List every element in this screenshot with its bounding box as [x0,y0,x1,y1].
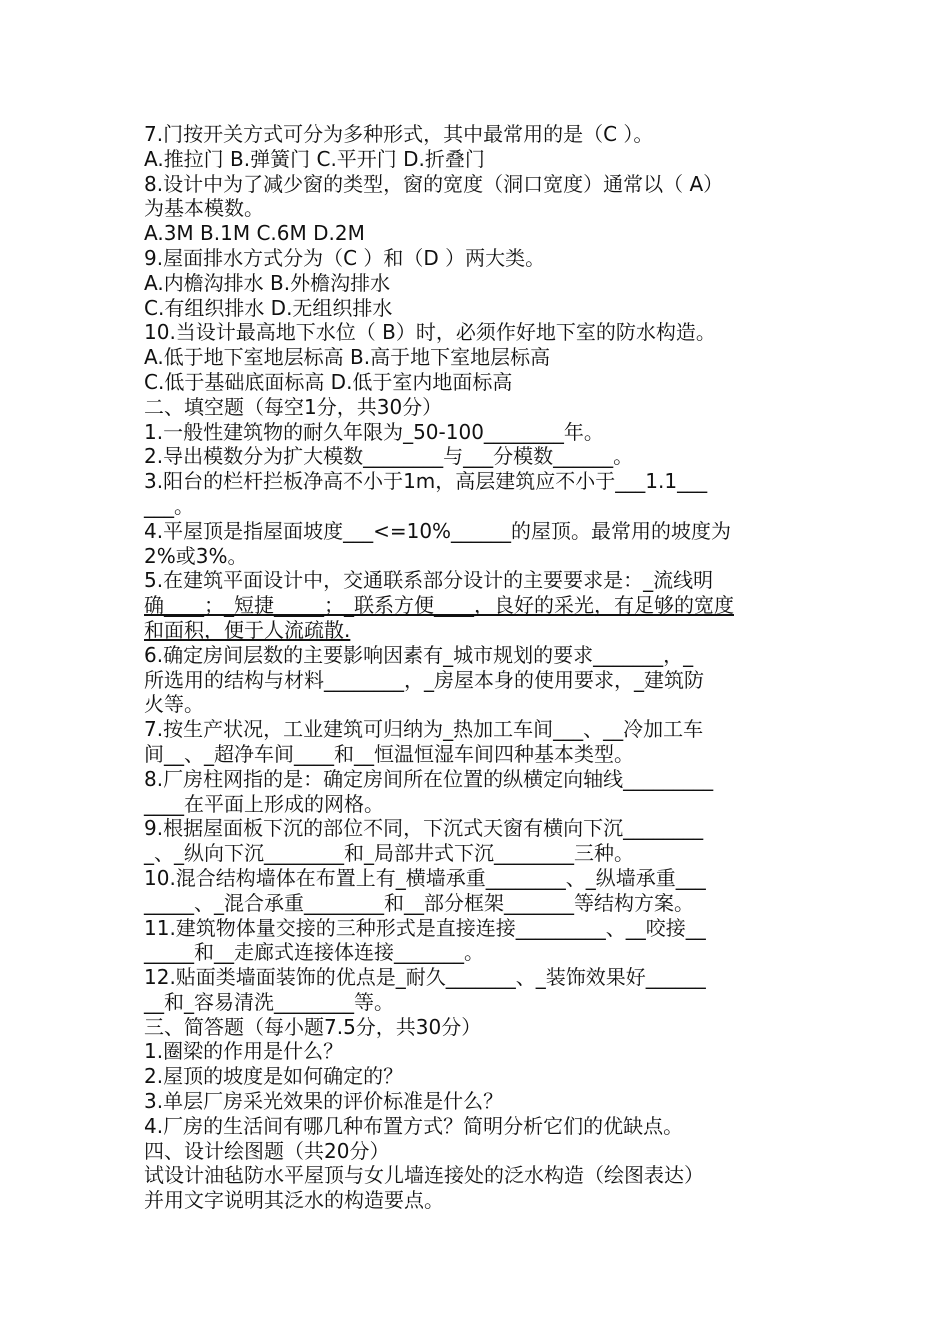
fill-7-cont: 间__、_超净车间____和__恒温恒湿车间四种基本类型。 [144,741,634,766]
design-question-cont: 并用文字说明其泛水的构造要点。 [144,1188,444,1213]
q9-options-ab: A.内檐沟排水 B.外檐沟排水 [144,270,391,295]
fill-5: 5.在建筑平面设计中，交通联系部分设计的主要要求是：_流线明 [144,568,714,593]
short-answer-3: 3.单层厂房采光效果的评价标准是什么？ [144,1089,504,1114]
q7-options: A.推拉门 B.弹簧门 C.平开门 D.折叠门 [144,146,485,171]
fill-11: 11.建筑物体量交接的三种形式是直接连接_________、__咬接__ [144,915,706,940]
fill-3: 3.阳台的栏杆拦板净高不小于1m，高层建筑应不小于___1.1___ [144,469,708,494]
fill-10-cont: _____、_混合承重________和__部分框架_______等结构方案。 [144,890,694,915]
fill-1: 1.一般性建筑物的耐久年限为_50-100________年。 [144,419,604,444]
fill-11-cont: _____和__走廊式连接体连接_______。 [144,940,484,965]
q8-window-question-cont: 为基本模数。 [144,196,264,221]
fill-8: 8.厂房柱网指的是：确定房间所在位置的纵横定向轴线_________ [144,766,714,791]
short-answer-1: 1.圈梁的作用是什么？ [144,1039,344,1064]
q10-options-ab: A.低于地下室地层标高 B.高于地下室地层标高 [144,345,551,370]
fill-3-cont: ___。 [144,493,194,518]
fill-10: 10.混合结构墙体在布置上有_横墙承重________、_纵墙承重___ [144,865,706,890]
q7-door-question: 7.门按开关方式可分为多种形式，其中最常用的是（C ）。 [144,122,654,146]
fill-2: 2.导出模数分为扩大模数________与___分模数______。 [144,444,634,469]
fill-6-cont-2: 火等。 [144,692,204,717]
fill-5-cont: 确____；_短捷_____；_联系方便____，良好的采光，有足够的宽度 [144,593,734,618]
fill-4-cont: 2%或3%。 [144,543,248,568]
fill-12: 12.贴面类墙面装饰的优点是_耐久_______、_装饰效果好______ [144,965,706,990]
section-design-drawing-heading: 四、设计绘图题（共20分） [144,1138,390,1163]
fill-6-cont: 所选用的结构与材料________，_房屋本身的使用要求，_建筑防 [144,667,704,692]
fill-5-cont-2: 和面积，便于人流疏散. [144,617,351,642]
short-answer-2: 2.屋顶的坡度是如何确定的？ [144,1064,404,1089]
fill-4: 4.平屋顶是指屋面坡度___<=10%______的屋顶。最常用的坡度为 [144,518,732,543]
q9-options-cd: C.有组织排水 D.无组织排水 [144,295,393,320]
q10-options-cd: C.低于基础底面标高 D.低于室内地面标高 [144,369,513,394]
q8-window-question: 8.设计中为了减少窗的类型，窗的宽度（洞口宽度）通常以（ A） [144,171,724,196]
fill-8-cont: ____在平面上形成的网格。 [144,791,384,816]
fill-9: 9.根据屋面板下沉的部位不同，下沉式天窗有横向下沉________ [144,816,704,841]
q9-drainage-question: 9.屋面排水方式分为（C ）和（D ）两大类。 [144,245,546,270]
design-question: 试设计油毡防水平屋顶与女儿墙连接处的泛水构造（绘图表达） [144,1163,704,1188]
section-fill-in-heading: 二、填空题（每空1分，共30分） [144,394,443,419]
document-page [144,122,814,1213]
fill-7: 7.按生产状况，工业建筑可归纳为_热加工车间___、__冷加工车 [144,717,704,742]
fill-12-cont: __和_容易清洗________等。 [144,989,394,1014]
fill-9-cont: _、_纵向下沉________和_局部井式下沉________三种。 [144,841,634,866]
section-short-answer-heading: 三、简答题（每小题7.5分，共30分） [144,1014,482,1039]
q10-groundwater-question: 10.当设计最高地下水位（ B）时，必须作好地下室的防水构造。 [144,320,716,345]
short-answer-4: 4.厂房的生活间有哪几种布置方式？简明分析它们的优缺点。 [144,1113,684,1138]
q8-options: A.3M B.1M C.6M D.2M [144,221,365,246]
fill-6: 6.确定房间层数的主要影响因素有_城市规划的要求_______，_ [144,642,694,667]
